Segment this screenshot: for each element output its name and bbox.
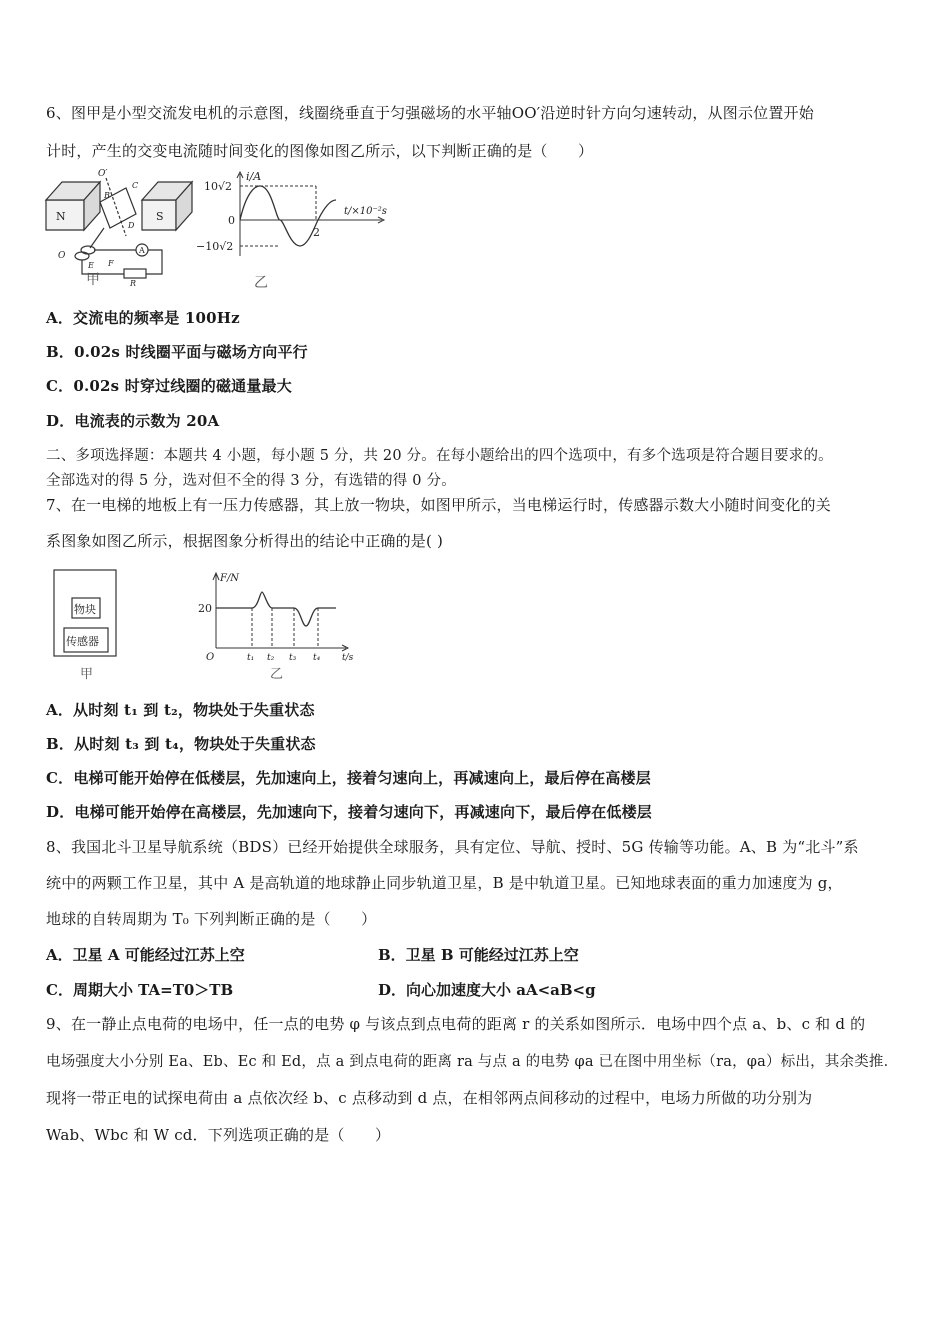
q9-stem-line3: 现将一带正电的试探电荷由 a 点依次经 b、c 点移动到 d 点，在相邻两点间移动的过程中，电场力所做的功分别为	[46, 1089, 813, 1107]
coil-b-label: B	[104, 191, 110, 200]
q8-option-a: A．卫星 A 可能经过江苏上空	[46, 946, 245, 964]
q8-stem-line2: 统中的两颗工作卫星，其中 A 是高轨道的地球静止同步轨道卫星，B 是中轨道卫星。已知地球表面的重力加速度为 g，	[46, 874, 843, 892]
brush-f-label: F	[108, 259, 114, 268]
section2-header-line2: 全部选对的得 5 分，选对但不全的得 3 分，有选错的得 0 分。	[46, 473, 456, 489]
q9-stem-line2: 电场强度大小分别 Ea、Eb、Ec 和 Ed，点 a 到点电荷的距离 ra 与点 a 的电势 φa 已在图中用坐标（ra，φa）标出，其余类推．	[46, 1054, 899, 1070]
section2-header-line1: 二、多项选择题：本题共 4 小题，每小题 5 分，共 20 分。在每小题给出的四个选项中，有多个选项是符合题目要求的。	[46, 448, 833, 464]
q7-stem-line2: 系图象如图乙所示，根据图象分析得出的结论中正确的是( )	[46, 532, 444, 550]
graph-xlabel: t/×10⁻²s	[344, 206, 387, 217]
brush-e-label: E	[88, 261, 94, 270]
resistor-r-label: R	[130, 279, 137, 288]
axis-o2-label: O′	[98, 169, 108, 179]
q9-stem-line1: 9、在一静止点电荷的电场中，任一点的电势 φ 与该点到点电荷的距离 r 的关系如图所示．电场中四个点 a、b、c 和 d 的	[46, 1015, 866, 1033]
q6-stem-line2: 计时，产生的交变电流随时间变化的图像如图乙所示，以下判断正确的是（ ）	[46, 142, 594, 160]
q7-option-a: A．从时刻 t₁ 到 t₂，物块处于失重状态	[46, 701, 315, 719]
block-label: 物块	[74, 603, 96, 616]
graph-xtick-2: 2	[313, 226, 320, 239]
graph-ytick-zero: 0	[228, 214, 235, 227]
q6-option-c: C．0.02s 时穿过线圈的磁通量最大	[46, 377, 292, 395]
q7-stem-line1: 7、在一电梯的地板上有一压力传感器，其上放一物块，如图甲所示，当电梯运行时，传感器示数大小随时间变化的关	[46, 496, 831, 514]
q6-option-d: D．电流表的示数为 20A	[46, 412, 220, 430]
axis-o-label: O	[58, 251, 66, 261]
graph-ytick-top: 10√2	[204, 180, 233, 193]
q7-option-b: B．从时刻 t₃ 到 t₄，物块处于失重状态	[46, 735, 316, 753]
q8-stem-line1: 8、我国北斗卫星导航系统（BDS）已经开始提供全球服务，具有定位、导航、授时、5G 传输等功能。A、B 为“北斗”系	[46, 838, 859, 856]
q7-elevator-figure	[52, 568, 122, 660]
q6-option-a: A．交流电的频率是 100Hz	[46, 309, 240, 327]
force-graph-xtick-t1: t₁	[247, 653, 255, 663]
q9-stem-line4: Wab、Wbc 和 W cd．下列选项正确的是（ ）	[46, 1126, 391, 1144]
coil-c-label: C	[132, 181, 139, 190]
q8-option-d: D．向心加速度大小 aA<aB<g	[378, 981, 596, 999]
q6-option-b: B．0.02s 时线圈平面与磁场方向平行	[46, 343, 308, 361]
magnet-n-label: N	[56, 210, 66, 223]
ammeter-a-label: A	[139, 246, 145, 255]
q8-option-b: B．卫星 B 可能经过江苏上空	[378, 946, 579, 964]
force-graph-origin: O	[206, 652, 215, 663]
q7-fig-jia-caption: 甲	[80, 667, 94, 682]
q6-fig-jia-caption: 甲	[86, 272, 100, 288]
coil-d-label: D	[128, 221, 135, 230]
force-graph-xlabel: t/s	[342, 653, 354, 663]
force-graph-xtick-t4: t₄	[313, 653, 321, 663]
force-graph-xtick-t2: t₂	[267, 653, 275, 663]
q7-fig-yi-caption: 乙	[270, 667, 284, 682]
force-graph-ylabel: F/N	[220, 573, 240, 584]
force-graph-xtick-t3: t₃	[289, 653, 297, 663]
q6-stem-line1: 6、图甲是小型交流发电机的示意图，线圈绕垂直于匀强磁场的水平轴OO′沿逆时针方向匀速转动，从图示位置开始	[46, 104, 814, 122]
force-graph-ytick: 20	[198, 602, 212, 615]
magnet-s-label: S	[156, 210, 164, 223]
q7-option-c: C．电梯可能开始停在低楼层，先加速向上，接着匀速向上，再减速向上，最后停在高楼层	[46, 769, 651, 787]
q6-generator-figure	[44, 168, 194, 288]
graph-ytick-bottom: −10√2	[196, 240, 234, 253]
q6-current-graph	[196, 168, 396, 268]
graph-ylabel: i/A	[246, 170, 262, 183]
q7-option-d: D．电梯可能开始停在高楼层，先加速向下，接着匀速向下，再减速向下，最后停在低楼层	[46, 803, 653, 821]
q7-force-graph	[196, 568, 366, 668]
sensor-label: 传感器	[66, 635, 99, 648]
q8-stem-line3: 地球的自转周期为 T₀ 下列判断正确的是（ ）	[46, 910, 377, 928]
q6-fig-yi-caption: 乙	[254, 275, 268, 291]
q8-option-c: C．周期大小 TA=T0＞TB	[46, 981, 234, 999]
